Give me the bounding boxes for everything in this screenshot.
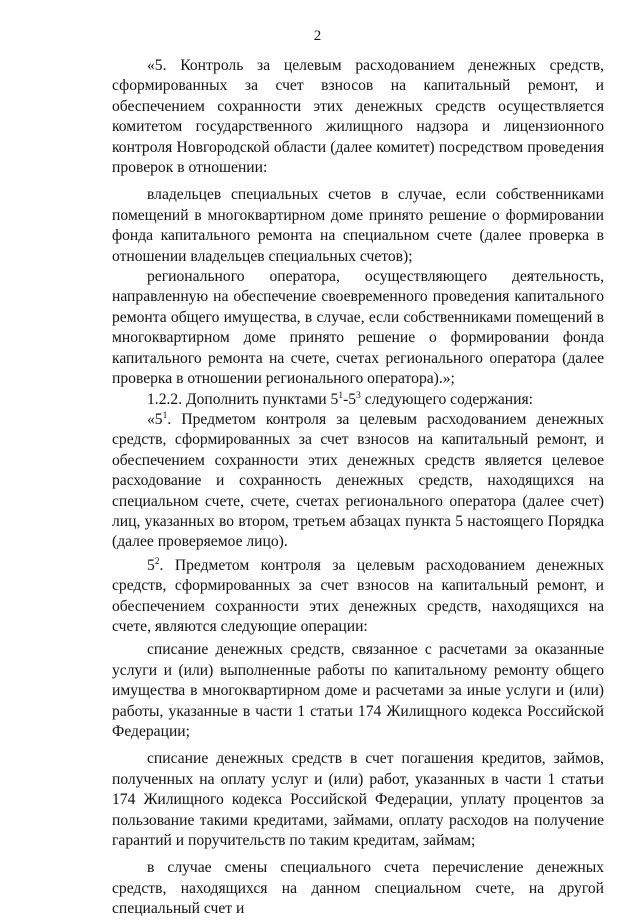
paragraph-item-5: «5. Контроль за целевым расходованием денежных средств, сформированных за счет взносов на капитальный ремонт, и обеспечением сохранности этих денежных средств осуществляется комитетом государственного жилищного надзора и лицензионного контроля Новгородской области (далее комитет) посредством проведения проверок в отношении: [112, 57, 604, 177]
paragraph-amendment-1-2-2: 1.2.2. Дополнить пунктами $5^1-5^3$ следующего содержания: [147, 390, 533, 408]
document-body [112, 56, 604, 920]
paragraph-operation-services: списание денежных средств, связанное с расчетами за оказанные услуги и (или) выполненные работы по капитальному ремонту общего имущества в многоквартирном доме и расчетами за иные услуги и (или) работы, указанные в части 1 статьи 174 Жилищного кодекса Российской Федерации; [112, 641, 604, 740]
paragraph-operation-account-change: в случае смены специального счета перечисление денежных средств, находящихся на данном специальном счете, на другой специальный счет и [112, 859, 604, 918]
paragraph-regional-operator: регионального оператора, осуществляющего деятельность, направленную на обеспечение своевременного проведения капитального ремонта общего имущества, в случае, если собственниками помещений в многоквартирном доме принято решение о формировании фонда капитального ремонта на счете, счетах регионального оператора (далее проверка в отношении регионального оператора).»; [112, 268, 604, 388]
paragraph-item-5-1: «$5^1$. Предметом контроля за целевым расходованием денежных средств, сформированных за счет взносов на капитальный ремонт, и обеспечением сохранности этих денежных средств является целевое расходование и сохранность денежных средств, находящихся на специальном счете, счете, счетах регионального оператора (далее счет) лиц, указанных во втором, третьем абзацах пункта 5 настоящего Порядка (далее проверяемое лицо). [112, 410, 604, 551]
paragraph-operation-loans: списание денежных средств в счет погашения кредитов, займов, полученных на оплату услуг и (или) работ, указанных в части 1 статьи 174 Жилищного кодекса Российской Федерации, уплату процентов за пользование такими кредитами, займами, оплату расходов на получение гарантий и поручительств по таким кредитам, займам; [112, 750, 604, 850]
paragraph-special-account-owners: владельцев специальных счетов в случае, если собственниками помещений в многоквартирном доме принято решение о формировании фонда капитального ремонта на специальном счете (далее проверка в отношении владельцев специальных счетов); [112, 186, 604, 265]
paragraph-item-5-2: $5^2$. Предметом контроля за целевым расходованием денежных средств, сформированных за счет взносов на капитальный ремонт, и обеспечением сохранности этих денежных средств, находящихся на счете, являются следующие операции: [112, 556, 604, 635]
page-number: 2 [313, 28, 322, 44]
